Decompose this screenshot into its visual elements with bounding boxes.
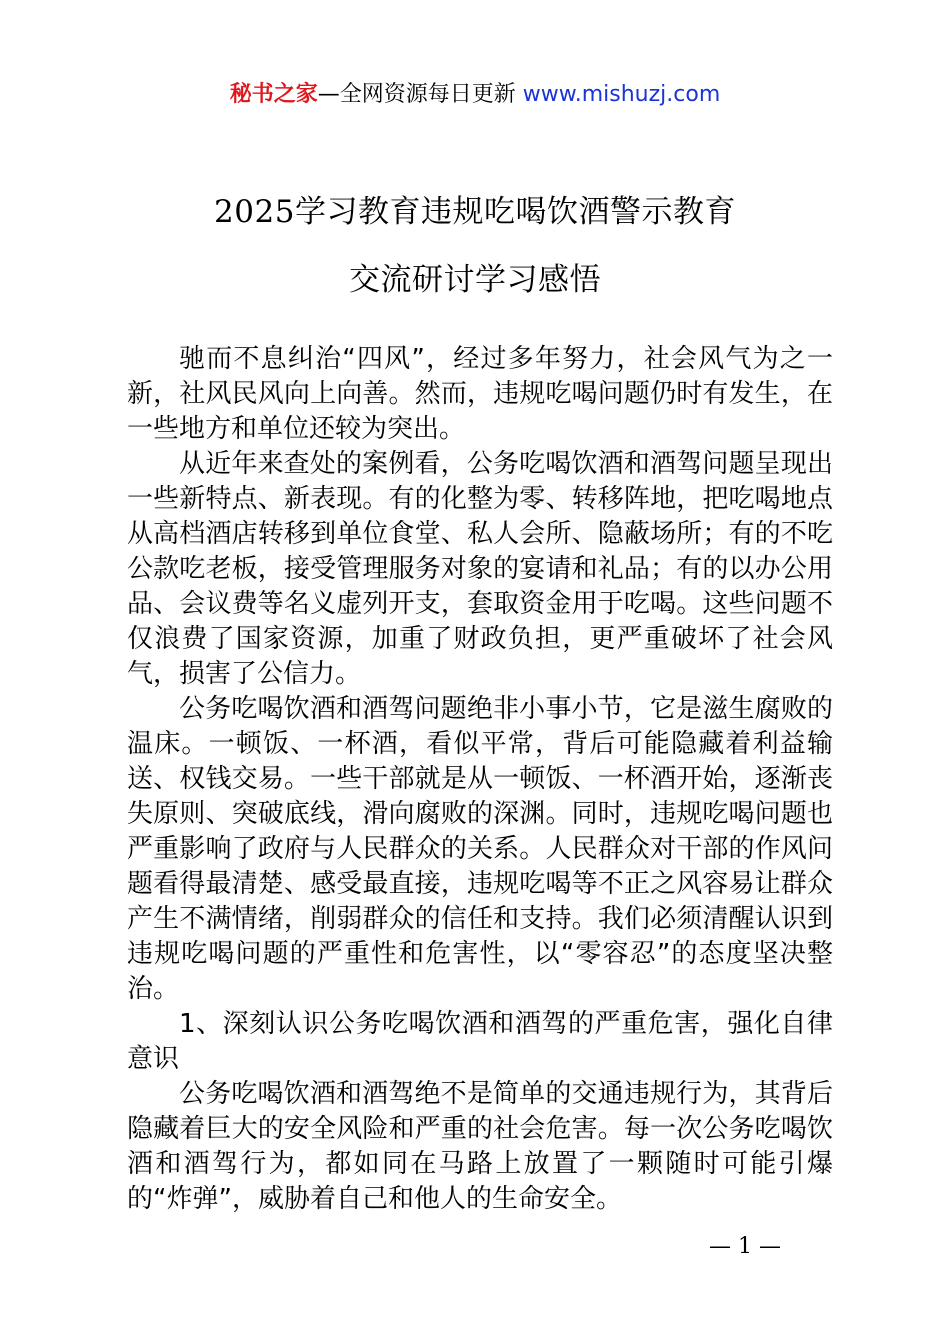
paragraph-4: 公务吃喝饮酒和酒驾绝不是简单的交通违规行为，其背后隐藏着巨大的安全风险和严重的社会危害。每一次公务吃喝饮酒和酒驾行为，都如同在马路上放置了一颗随时可能引爆的“炸弹”，威胁着自己和他人的生命安全。 <box>127 1079 833 1214</box>
site-url-link[interactable]: www.mishuzj.com <box>522 82 721 107</box>
site-brand: 秘书之家 <box>229 82 318 107</box>
section-heading-1: 1、深刻认识公务吃喝饮酒和酒驾的严重危害，强化自律意识 <box>127 1009 833 1074</box>
paragraph-2: 从近年来查处的案例看，公务吃喝饮酒和酒驾问题呈现出一些新特点、新表现。有的化整为零、转移阵地，把吃喝地点从高档酒店转移到单位食堂、私人会所、隐蔽场所；有的不吃公款吃老板，接受管理服务对象的宴请和礼品；有的以办公用品、会议费等名义虚列开支，套取资金用于吃喝。这些问题不仅浪费了国家资源，加重了财政负担，更严重破坏了社会风气，损害了公信力。 <box>127 449 833 689</box>
site-slogan: —全网资源每日更新 <box>317 82 516 107</box>
paragraph-3: 公务吃喝饮酒和酒驾问题绝非小事小节，它是滋生腐败的温床。一顿饭、一杯酒，看似平常，背后可能隐藏着利益输送、权钱交易。一些干部就是从一顿饭、一杯酒开始，逐渐丧失原则、突破底线，滑向腐败的深渊。同时，违规吃喝问题也严重影响了政府与人民群众的关系。人民群众对干部的作风问题看得最清楚、感受最直接，违规吃喝等不正之风容易让群众产生不满情绪，削弱群众的信任和支持。我们必须清醒认识到违规吃喝问题的严重性和危害性，以“零容忍”的态度坚决整治。 <box>127 694 833 1004</box>
site-header <box>0 78 950 112</box>
paragraph-1: 驰而不息纠治“四风”，经过多年努力，社会风气为之一新，社风民风向上向善。然而，违规吃喝问题仍时有发生，在一些地方和单位还较为突出。 <box>127 344 833 444</box>
document-title-line-2: 交流研讨学习感悟 <box>349 262 601 298</box>
page-number: — 1 — <box>709 1234 781 1259</box>
document-body <box>127 342 833 1217</box>
document-title-line-1: 2025学习教育违规吃喝饮酒警示教育 <box>214 194 736 230</box>
